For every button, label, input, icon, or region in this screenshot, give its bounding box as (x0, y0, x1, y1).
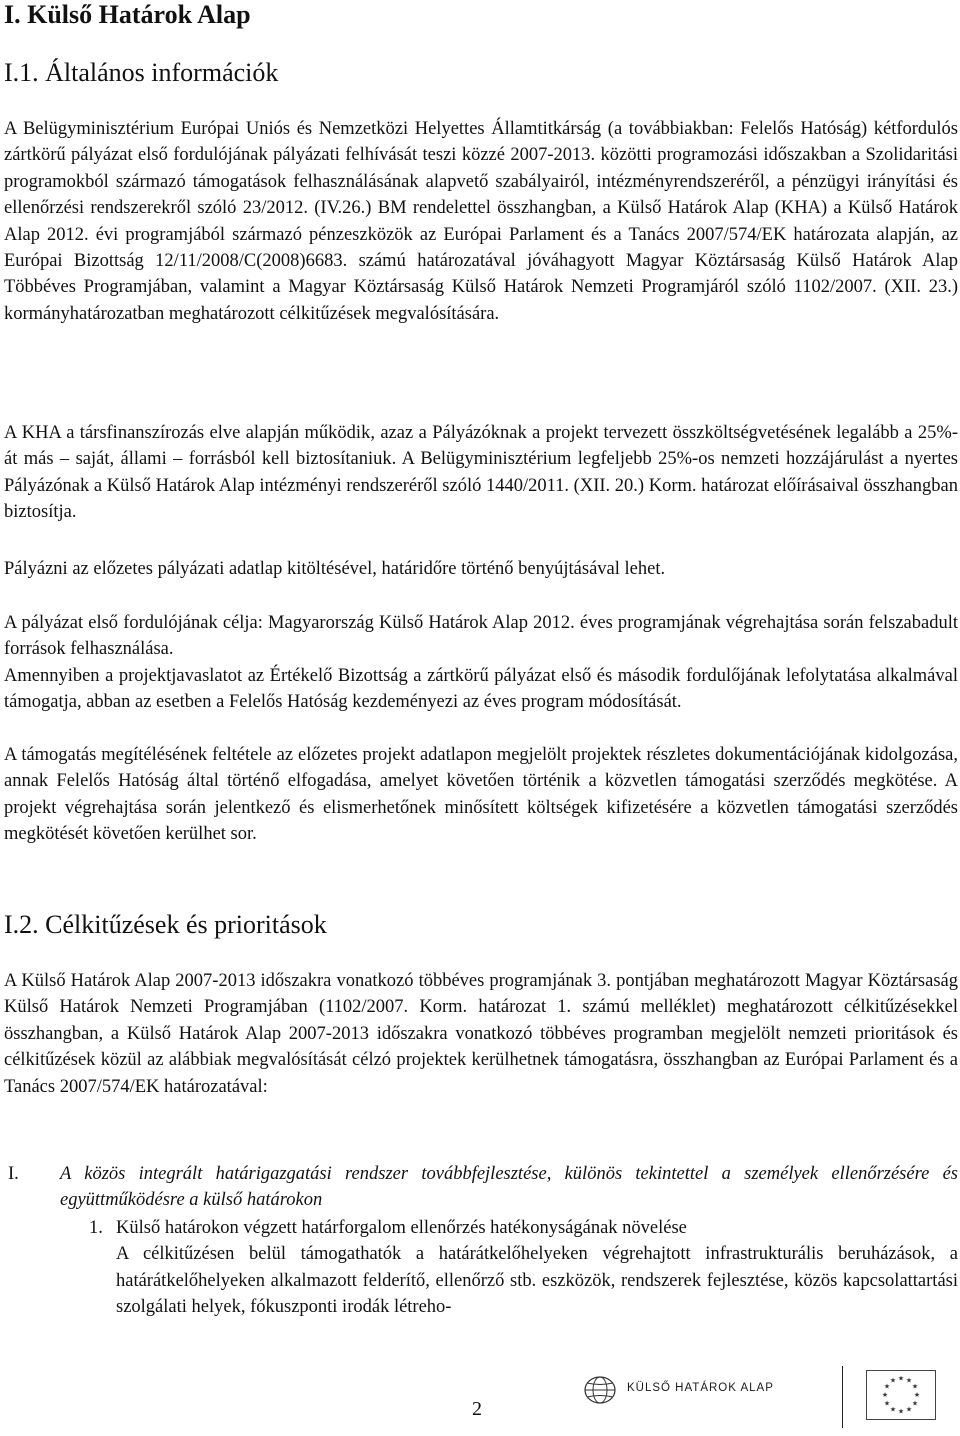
svg-text:★: ★ (905, 1376, 913, 1385)
svg-text:★: ★ (911, 1382, 919, 1391)
paragraph-conditions: A támogatás megítélésének feltétele az előzetes projekt adatlapon megjelölt projektek részletes dokumentációjának kidolgozása, annak Felelős Hatóság által történő elfogadása, amelyet követően történik a közvetlen támogatási szerződés megkötése. A projekt végrehajtása során jelentkező és elismerhetőnek minősített költségek kifizetésére a közvetlen támogatási szerződés megkötését követően kerülhet sor. (4, 745, 958, 845)
paragraph-evaluation: Amennyiben a projektjavaslatot az Értékelő Bizottság a zártkörű pályázat első és második fordulőjának lefolytatása alkalmával támogatja, abban az esetben a Felelős Hatóság kezdeményezi az éves program módosítását. (4, 666, 958, 713)
svg-text:★: ★ (897, 1407, 905, 1416)
paragraph-intro: A Belügyminisztérium Európai Uniós és Nemzetközi Helyettes Államtitkárság (a továbbiakban: Felelős Hatóság) kétfordulós zártkörű pályázat első fordulójának pályázati felhívását teszi közzé 2007-2013. közötti programozási időszakban a Szolidaritási programokból származó támogatások felhasználásának alapvető szabályairól, intézményrendszeréről, a pénzügyi irányítási és ellenőrzési rendszerekről szóló 23/2012. (IV.26.) BM rendelettel összhangban, a Külső Határok Alap (KHA) a Külső Határok Alap 2012. évi programjából származó pénzeszközök az Európai Parlament és a Tanács 2007/574/EK határozata alapján, az Európai Bizottság 12/11/2008/C(2008)6683. számú határozatával jóváhagyott Magyar Köztársaság Külső Határok Alap Többéves Programjában, valamint a Magyar Köztársaság Külső Határok Nemzeti Programjáról szóló 1102/2007. (XII. 23.) kormányhatározatban meghatározott célkitűzések megvalósítására. (4, 119, 958, 324)
svg-text:★: ★ (897, 1374, 905, 1383)
paragraph-cofinancing: A KHA a társfinanszírozás elve alapján működik, azaz a Pályázóknak a projekt tervezett összköltségvetésének legalább a 25%-át más – saját, állami – forrásból kell biztosítaniuk. A Belügyminisztérium legfeljebb 25%-os nemzeti hozzájárulást a nyertes Pályázónak a Külső Határok Alap intézményi rendszeréről szóló 1440/2011. (XII. 20.) Korm. határozat előírásaival összhangban biztosítja. (4, 423, 958, 523)
list-number: I. (8, 1164, 19, 1184)
section-heading-general-info: I.1. Általános információk (4, 58, 279, 87)
page-number: 2 (472, 1398, 482, 1420)
document-title: I. Külső Határok Alap (4, 0, 251, 29)
paragraph-application: Pályázni az előzetes pályázati adatlap kitöltésével, határidőre történő benyújtásával lehet. (4, 559, 666, 579)
svg-text:★: ★ (911, 1399, 919, 1408)
globe-logo-icon (582, 1374, 618, 1406)
section-heading-objectives: I.2. Célkitűzések és prioritások (4, 910, 327, 939)
svg-text:★: ★ (883, 1382, 891, 1391)
svg-text:★: ★ (883, 1399, 891, 1408)
list-item-text: A közös integrált határigazgatási rendszer továbbfejlesztése, különös tekintettel a személyek ellenőrzésére és együttműködésre a külső határokon (60, 1164, 958, 1211)
svg-text:★: ★ (913, 1391, 921, 1399)
svg-text:★: ★ (881, 1391, 889, 1399)
page-footer (0, 1360, 960, 1436)
sub-list-title: Külső határokon végzett határforgalom ellenőrzés hatékonyságának növelése (116, 1218, 687, 1238)
paragraph-goal: A pályázat első fordulójának célja: Magyarország Külső Határok Alap 2012. éves programjának végrehajtása során felszabadult források felhasználása. (4, 613, 958, 660)
khA-logo (582, 1374, 772, 1406)
logo-text: KÜLSŐ HATÁROK ALAP (627, 1382, 774, 1394)
footer-divider (842, 1366, 843, 1428)
paragraph-objectives: A Külső Határok Alap 2007-2013 időszakra vonatkozó többéves programjának 3. pontjában meghatározott Magyar Köztársaság Külső Határok Nemzeti Programjában (1102/2007. Korm. határozat 1. számú melléklet) meghatározott célkitűzésekkel összhangban, a Külső Határok Alap 2007-2013 időszakra vonatkozó többéves programban megjelölt nemzeti prioritások és célkitűzések közül az alábbiak megvalósítását célzó projektek kerülhetnek támogatásra, összhangban az Európai Parlament és a Tanács 2007/574/EK határozatával: (4, 971, 958, 1097)
sub-list-body: A célkitűzésen belül támogathatók a határátkelőhelyeken végrehajtott infrastrukturális beruházások, a határátkelőhelyeken alkalmazott felderítő, ellenőrző stb. eszközök, rendszerek fejlesztése, közös kapcsolattartási szolgálati helyek, fókuszponti irodák létreho- (116, 1244, 958, 1318)
eu-flag-icon (866, 1370, 936, 1420)
svg-text:★: ★ (889, 1376, 897, 1385)
sub-list-number: 1. (89, 1218, 103, 1238)
svg-text:★: ★ (889, 1405, 897, 1414)
svg-text:★: ★ (905, 1405, 913, 1414)
